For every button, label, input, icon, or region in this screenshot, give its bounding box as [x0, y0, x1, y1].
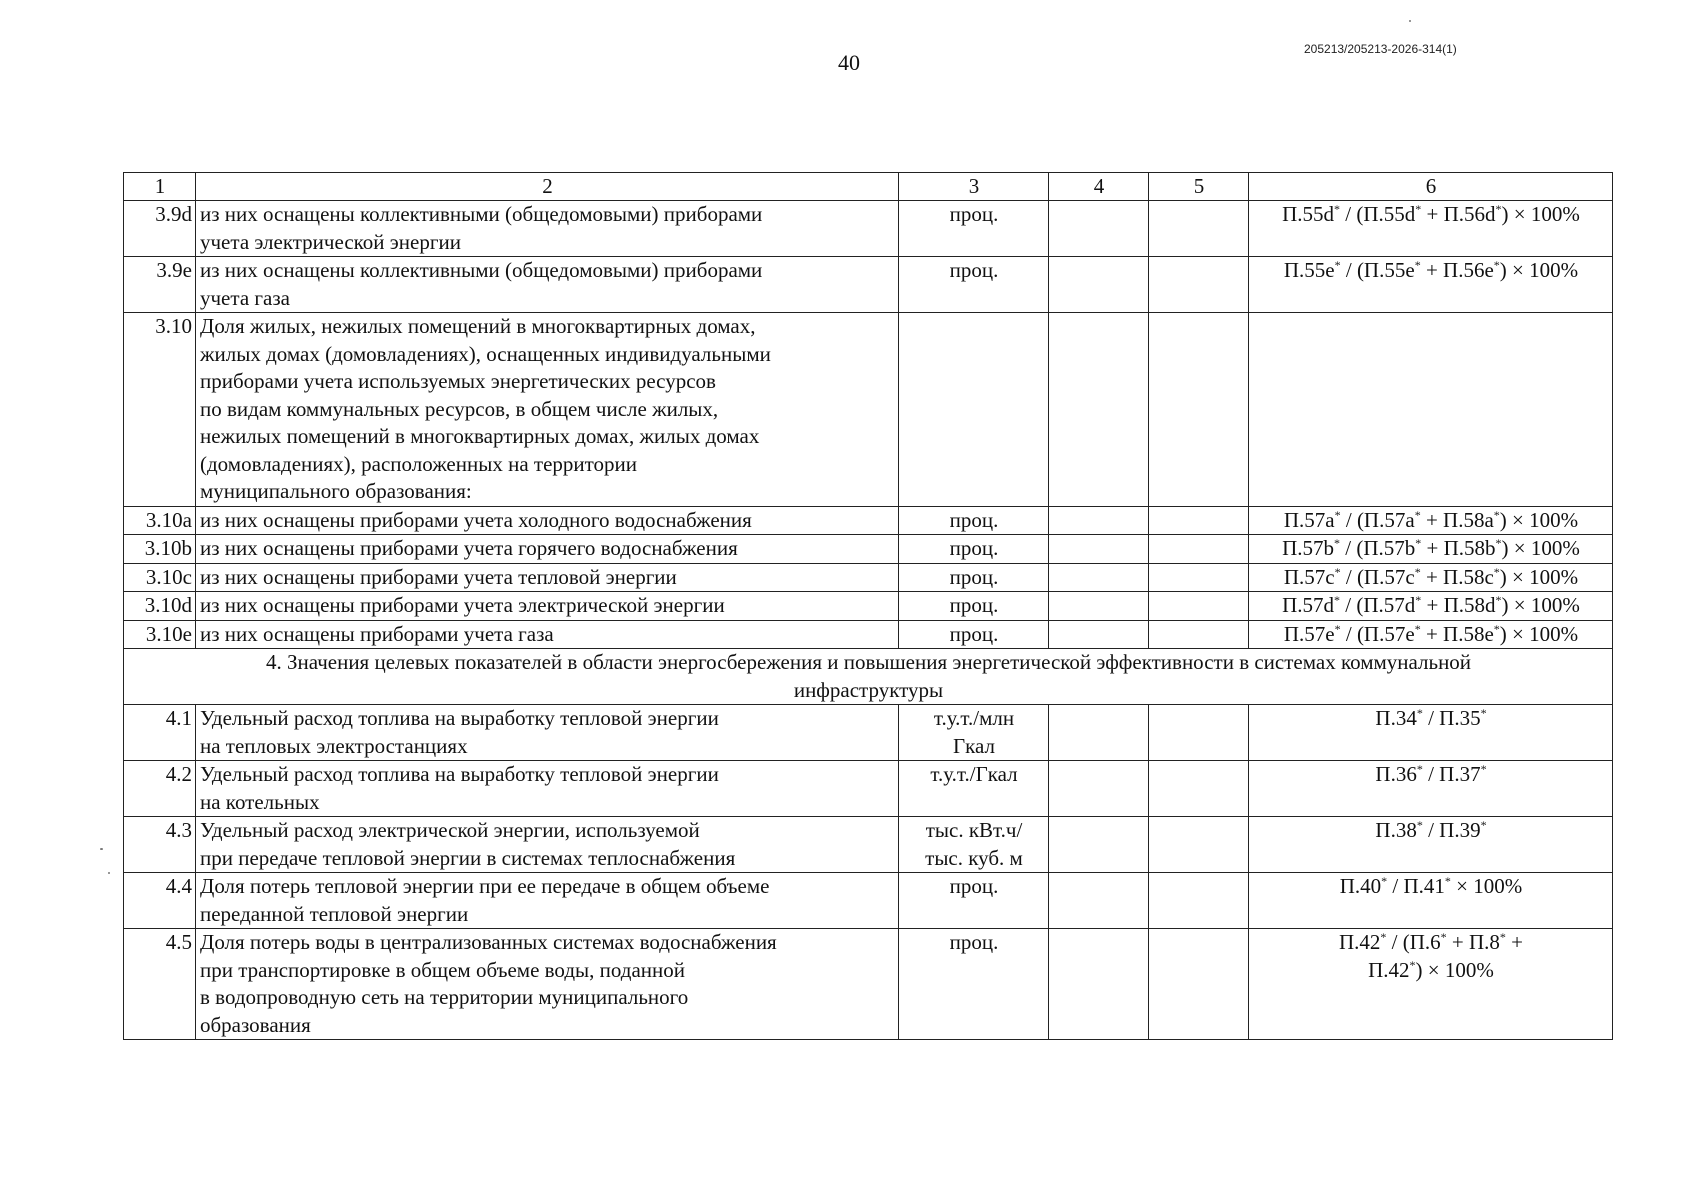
formula-cell — [1249, 506, 1613, 535]
description-line: из них оснащены приборами учета горячего водоснабжения — [200, 536, 738, 560]
formula-part: П.57a — [1283, 507, 1335, 532]
formula-part: / П.37 — [1422, 762, 1481, 786]
description-line: нежилых помещений в многоквартирных домах, жилых домах — [200, 424, 760, 448]
description-line: (домовладениях), расположенных на территории — [200, 451, 638, 476]
formula-superscript: * — [1381, 874, 1388, 888]
formula-superscript: * — [1416, 762, 1423, 776]
formula-superscript: * — [1493, 507, 1500, 522]
value-cell-column-5 — [1149, 761, 1249, 817]
table-row — [124, 620, 1613, 649]
row-number: 3.10a — [124, 506, 196, 535]
row-number: 3.10 — [124, 313, 196, 507]
formula-part: + П.58d — [1421, 593, 1496, 617]
value-cell-column-4 — [1049, 201, 1149, 257]
section-heading — [124, 649, 1613, 705]
unit-line: т.у.т./млн — [933, 706, 1015, 730]
description-line: учета газа — [200, 285, 290, 310]
description-line: из них оснащены приборами учета газа — [200, 621, 554, 646]
formula-superscript: * — [1493, 564, 1500, 579]
indicator-description — [196, 201, 899, 257]
value-cell-column-5 — [1149, 506, 1249, 535]
section-heading-line: 4. Значения целевых показателей в области энергосбережения и повышения энергетической эффективности в системах коммунальной — [265, 650, 1472, 674]
table-row — [124, 535, 1613, 564]
formula-part: ) × 100% — [1415, 957, 1494, 982]
formula-superscript: * — [1444, 874, 1451, 888]
formula-part: / (П.57b — [1340, 536, 1416, 560]
description-line: учета электрической энергии — [200, 229, 461, 254]
formula-superscript: * — [1414, 564, 1421, 579]
formula-part: × 100% — [1450, 874, 1523, 898]
scan-speck — [100, 848, 103, 850]
formula-superscript: * — [1334, 507, 1341, 522]
indicator-description — [196, 563, 899, 592]
unit-cell — [899, 620, 1049, 649]
description-line: Удельный расход электрической энергии, используемой — [200, 818, 700, 842]
formula-part: / П.41 — [1387, 874, 1445, 898]
formula-part: П.57b — [1282, 536, 1335, 560]
formula-cell — [1249, 592, 1613, 621]
value-cell-column-4 — [1049, 535, 1149, 564]
row-number: 4.1 — [124, 705, 196, 761]
table-row — [124, 761, 1613, 817]
unit-cell — [899, 592, 1049, 621]
formula-part: ) × 100% — [1501, 202, 1580, 226]
formula-part: / (П.55e — [1340, 258, 1415, 282]
row-number: 3.9e — [124, 257, 196, 313]
formula-cell — [1249, 929, 1613, 1040]
formula-cell — [1249, 535, 1613, 564]
formula-part: П.42 — [1368, 957, 1410, 982]
value-cell-column-4 — [1049, 563, 1149, 592]
value-cell-column-4 — [1049, 929, 1149, 1040]
table-row — [124, 929, 1613, 1040]
formula-superscript: * — [1415, 593, 1422, 607]
formula-cell — [1249, 620, 1613, 649]
column-number-header: 1 — [124, 173, 196, 201]
row-number: 3.10d — [124, 592, 196, 621]
formula-part: + П.58c — [1420, 564, 1494, 589]
value-cell-column-5 — [1149, 535, 1249, 564]
indicator-description — [196, 817, 899, 873]
formula-part: / (П.57a — [1340, 507, 1415, 532]
unit-cell — [899, 506, 1049, 535]
value-cell-column-5 — [1149, 817, 1249, 873]
formula-part: П.55d — [1282, 202, 1335, 226]
description-line: Доля потерь тепловой энергии при ее передаче в общем объеме — [200, 874, 770, 898]
description-line: Удельный расход топлива на выработку тепловой энергии — [200, 706, 719, 730]
formula-part: / (П.6 — [1386, 930, 1441, 954]
description-line: из них оснащены коллективными (общедомовыми) приборами — [200, 258, 763, 282]
table-row — [124, 592, 1613, 621]
description-line: Доля потерь воды в централизованных системах водоснабжения — [200, 930, 777, 954]
formula-part: ) × 100% — [1499, 507, 1579, 532]
row-number: 3.10b — [124, 535, 196, 564]
unit-line: проц. — [949, 593, 999, 617]
row-number: 4.2 — [124, 761, 196, 817]
description-line: муниципального образования: — [200, 479, 472, 503]
formula-part: + П.8 — [1446, 930, 1500, 954]
row-number: 3.9d — [124, 201, 196, 257]
column-number-header: 6 — [1249, 173, 1613, 201]
description-line: приборами учета используемых энергетических ресурсов — [200, 369, 716, 393]
section-heading-line: инфраструктуры — [793, 677, 944, 702]
indicator-description — [196, 313, 899, 507]
description-line: переданной тепловой энергии — [200, 901, 469, 926]
unit-line: тыс. куб. м — [925, 845, 1023, 870]
unit-line: проц. — [949, 507, 999, 532]
description-line: на котельных — [200, 789, 320, 814]
formula-superscript: * — [1440, 930, 1447, 944]
formula-part: / (П.55d — [1340, 202, 1416, 226]
table-row — [124, 563, 1613, 592]
unit-line: т.у.т./Гкал — [930, 762, 1018, 786]
formula-part: / (П.57d — [1340, 593, 1416, 617]
description-line: при транспортировке в общем объеме воды, поданной — [200, 957, 685, 982]
unit-line: Гкал — [952, 733, 995, 758]
value-cell-column-4 — [1049, 873, 1149, 929]
formula-superscript: * — [1414, 258, 1421, 272]
value-cell-column-4 — [1049, 817, 1149, 873]
formula-cell — [1249, 257, 1613, 313]
unit-line: проц. — [949, 202, 999, 226]
formula-cell — [1249, 817, 1613, 873]
formula-cell — [1249, 873, 1613, 929]
formula-part: П.38 — [1375, 818, 1417, 842]
unit-cell — [899, 535, 1049, 564]
row-number: 4.5 — [124, 929, 196, 1040]
formula-superscript: * — [1334, 258, 1341, 272]
description-line: Удельный расход топлива на выработку тепловой энергии — [200, 762, 719, 786]
scan-speck — [108, 872, 110, 874]
formula-superscript: * — [1380, 930, 1387, 944]
formula-superscript: * — [1334, 593, 1341, 607]
formula-superscript: * — [1334, 202, 1341, 216]
formula-superscript: * — [1409, 957, 1416, 972]
unit-cell — [899, 313, 1049, 507]
value-cell-column-5 — [1149, 592, 1249, 621]
formula-part: + П.58a — [1420, 507, 1494, 532]
description-line: в водопроводную сеть на территории муниципального — [200, 985, 689, 1009]
unit-cell — [899, 257, 1049, 313]
formula-part: ) × 100% — [1499, 258, 1579, 282]
formula-part: / (П.57c — [1340, 564, 1415, 589]
value-cell-column-4 — [1049, 257, 1149, 313]
value-cell-column-4 — [1049, 620, 1149, 649]
indicators-table — [123, 172, 1613, 1040]
row-number: 4.3 — [124, 817, 196, 873]
formula-part: + — [1505, 930, 1524, 954]
formula-part: П.57c — [1283, 564, 1335, 589]
description-line: из них оснащены приборами учета тепловой энергии — [200, 564, 677, 589]
table-row — [124, 257, 1613, 313]
document-code: 205213/205213-2026-314(1) — [1304, 42, 1457, 56]
page-number: 40 — [838, 50, 860, 75]
formula-superscript: * — [1495, 202, 1502, 216]
unit-cell — [899, 201, 1049, 257]
unit-cell — [899, 873, 1049, 929]
value-cell-column-5 — [1149, 563, 1249, 592]
value-cell-column-5 — [1149, 873, 1249, 929]
unit-cell — [899, 705, 1049, 761]
formula-superscript: * — [1499, 930, 1506, 944]
indicator-description — [196, 620, 899, 649]
formula-superscript: * — [1334, 564, 1341, 579]
description-line: при передаче тепловой энергии в системах теплоснабжения — [200, 845, 736, 870]
indicator-description — [196, 873, 899, 929]
section-heading-row — [124, 649, 1613, 705]
formula-part: / П.35 — [1422, 706, 1481, 730]
indicator-description — [196, 506, 899, 535]
formula-part: П.42 — [1338, 930, 1381, 954]
value-cell-column-4 — [1049, 761, 1149, 817]
formula-part: ) × 100% — [1499, 564, 1579, 589]
formula-superscript: * — [1480, 706, 1487, 720]
table-row — [124, 201, 1613, 257]
formula-part: + П.58e — [1420, 621, 1494, 646]
formula-cell — [1249, 705, 1613, 761]
formula-superscript: * — [1493, 258, 1500, 272]
formula-superscript: * — [1415, 536, 1422, 550]
formula-part: П.57e — [1283, 621, 1335, 646]
formula-part: / П.39 — [1422, 818, 1481, 842]
description-line: на тепловых электростанциях — [200, 733, 468, 758]
formula-part: П.57d — [1282, 593, 1335, 617]
formula-part: + П.58b — [1421, 536, 1496, 560]
formula-superscript: * — [1334, 536, 1341, 550]
table-row — [124, 705, 1613, 761]
unit-line: проц. — [949, 258, 999, 282]
formula-cell — [1249, 313, 1613, 507]
unit-cell — [899, 929, 1049, 1040]
value-cell-column-5 — [1149, 201, 1249, 257]
table-row — [124, 873, 1613, 929]
table-row — [124, 313, 1613, 507]
row-number: 4.4 — [124, 873, 196, 929]
indicator-description — [196, 257, 899, 313]
formula-superscript: * — [1334, 621, 1341, 636]
formula-part: / (П.57e — [1340, 621, 1415, 646]
table-row — [124, 817, 1613, 873]
formula-part: П.40 — [1339, 874, 1382, 898]
column-number-header: 2 — [196, 173, 899, 201]
formula-part: П.34 — [1375, 706, 1417, 730]
formula-part: ) × 100% — [1501, 536, 1580, 560]
indicator-description — [196, 929, 899, 1040]
description-line: жилых домах (домовладениях), оснащенных индивидуальными — [200, 341, 771, 366]
unit-cell — [899, 563, 1049, 592]
formula-part: + П.56d — [1421, 202, 1496, 226]
unit-cell — [899, 761, 1049, 817]
value-cell-column-4 — [1049, 592, 1149, 621]
formula-superscript: * — [1480, 818, 1487, 832]
formula-superscript: * — [1493, 621, 1500, 636]
indicator-description — [196, 705, 899, 761]
description-line: Доля жилых, нежилых помещений в многоквартирных домах, — [200, 314, 756, 338]
description-line: образования — [200, 1012, 311, 1037]
value-cell-column-5 — [1149, 313, 1249, 507]
value-cell-column-4 — [1049, 506, 1149, 535]
unit-line: тыс. кВт.ч/ — [925, 818, 1023, 842]
formula-superscript: * — [1414, 507, 1421, 522]
value-cell-column-5 — [1149, 705, 1249, 761]
unit-line: проц. — [949, 930, 999, 954]
formula-superscript: * — [1416, 706, 1423, 720]
description-line: по видам коммунальных ресурсов, в общем числе жилых, — [200, 396, 719, 421]
description-line: из них оснащены приборами учета холодного водоснабжения — [200, 507, 752, 532]
formula-superscript: * — [1480, 762, 1487, 776]
indicator-description — [196, 761, 899, 817]
column-number-header: 3 — [899, 173, 1049, 201]
table-row — [124, 506, 1613, 535]
formula-part: ) × 100% — [1501, 593, 1580, 617]
indicator-description — [196, 592, 899, 621]
indicator-description — [196, 535, 899, 564]
description-line: из них оснащены приборами учета электрической энергии — [200, 593, 725, 617]
unit-line: проц. — [949, 536, 999, 560]
formula-superscript: * — [1416, 818, 1423, 832]
value-cell-column-5 — [1149, 257, 1249, 313]
formula-cell — [1249, 201, 1613, 257]
formula-cell — [1249, 563, 1613, 592]
unit-cell — [899, 817, 1049, 873]
row-number: 3.10e — [124, 620, 196, 649]
formula-superscript: * — [1414, 621, 1421, 636]
value-cell-column-4 — [1049, 705, 1149, 761]
column-number-row — [124, 173, 1613, 201]
formula-part: П.36 — [1375, 762, 1417, 786]
formula-superscript: * — [1495, 536, 1502, 550]
formula-part: + П.56e — [1420, 258, 1494, 282]
unit-line: проц. — [949, 621, 999, 646]
description-line: из них оснащены коллективными (общедомовыми) приборами — [200, 202, 763, 226]
formula-part: ) × 100% — [1499, 621, 1579, 646]
formula-superscript: * — [1415, 202, 1422, 216]
value-cell-column-5 — [1149, 620, 1249, 649]
column-number-header: 4 — [1049, 173, 1149, 201]
row-number: 3.10c — [124, 563, 196, 592]
unit-line: проц. — [949, 564, 999, 589]
unit-line: проц. — [949, 874, 999, 898]
value-cell-column-4 — [1049, 313, 1149, 507]
column-number-header: 5 — [1149, 173, 1249, 201]
value-cell-column-5 — [1149, 929, 1249, 1040]
formula-superscript: * — [1495, 593, 1502, 607]
scan-speck — [1409, 20, 1411, 22]
formula-part: П.55e — [1283, 258, 1335, 282]
formula-cell — [1249, 761, 1613, 817]
